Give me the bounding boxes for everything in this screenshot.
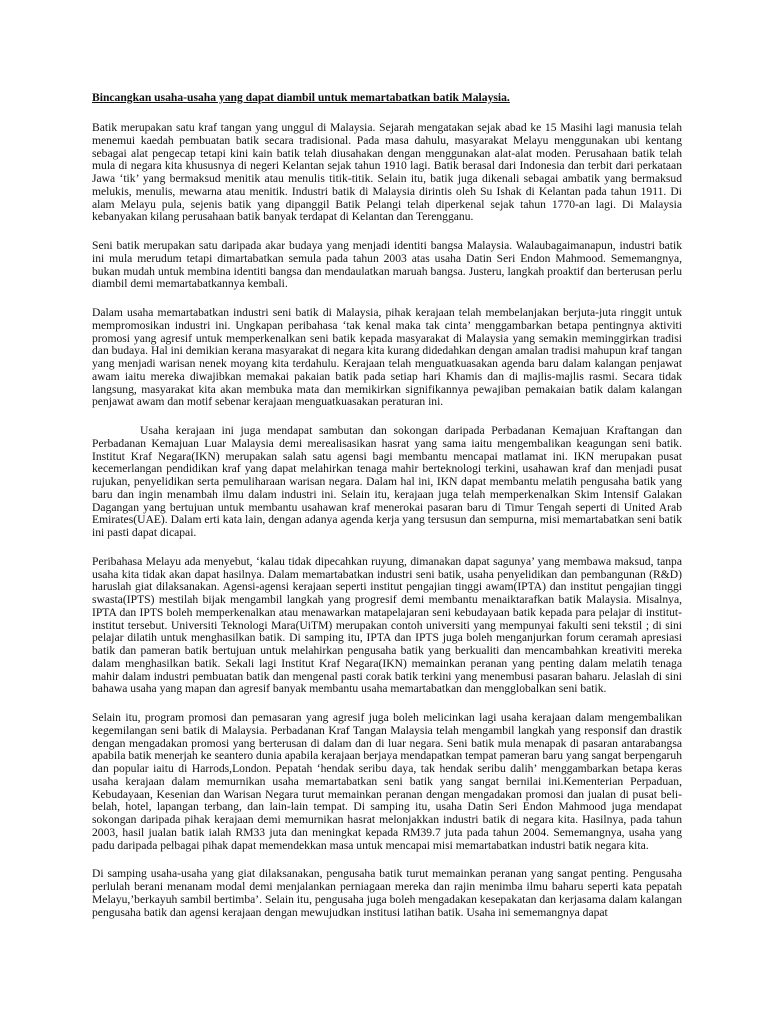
paragraph-6: Selain itu, program promosi dan pemasaran yang agresif juga boleh melicinkan lagi usaha kerajaan dalam mengembalikan kegemilangan seni batik di Malaysia. Perbadanan Kraf Tangan Malaysia telah mengambil langkah yang responsif dan drastik dengan mengadakan promosi yang berterusan di dalam dan di luar negara. Seni batik mula menapak di pasaran antarabangsa apabila batik menerjah ke seantero dunia apabila kerajaan berjaya mendapatkan tempat pameran baru yang sangat berpengaruh dan popular iaitu di Harrods,London. Pepatah ‘hendak seribu daya, tak hendak seribu dalih’ menggambarkan betapa keras usaha kerajaan dalam memurnikan usaha memartabatkan seni batik yang sangat bernilai ini.Kementerian Perpaduan, Kebudayaan, Kesenian dan Warisan Negara turut memainkan peranan dengan mengadakan promosi dan jualan di pusat beli-belah, hotel, lapangan terbang, dan lain-lain tempat. Di samping itu, usaha Datin Seri Endon Mahmood juga mendapat sokongan daripada pihak kerajaan demi memurnikan hasrat melonjakkan industri batik di negara kita. Hasilnya, pada tahun 2003, hasil jualan batik ialah RM33 juta dan meningkat kepada RM39.7 juta pada tahun 2004. Sememangnya, usaha yang padu daripada pelbagai pihak dapat memendekkan masa untuk mencapai misi memartabatkan industri batik negara kita. <box>92 711 682 852</box>
paragraph-7: Di samping usaha-usaha yang giat dilaksanakan, pengusaha batik turut memainkan peranan yang sangat penting. Pengusaha perlulah berani menanam modal demi menjalankan perniagaan mereka dan rajin menimba ilmu baharu seperti kata pepatah Melayu,’berkayuh sambil bertimba’. Selain itu, pengusaha juga boleh mengadakan kesepakatan dan kerjasama dalam kalangan pengusaha batik dan agensi kerajaan dengan mewujudkan institusi latihan batik. Usaha ini sememangnya dapat <box>92 867 682 919</box>
paragraph-2: Seni batik merupakan satu daripada akar budaya yang menjadi identiti bangsa Malaysia. Walaubagaimanapun, industri batik ini mula merudum tetapi dimartabatkan semula pada tahun 2003 atas usaha Datin Seri Endon Mahmood. Sememangnya, bukan mudah untuk membina identiti bangsa dan mendaulatkan maruah bangsa. Justeru, langkah proaktif dan berterusan perlu diambil demi memartabatkannya kembali. <box>92 239 682 291</box>
paragraph-1: Batik merupakan satu kraf tangan yang unggul di Malaysia. Sejarah mengatakan sejak abad ke 15 Masihi lagi manusia telah menemui kaedah pembuatan batik secara tradisional. Pada masa dahulu, masyarakat Melayu menggunakan ubi kentang sebagai alat pengecap tetapi kini kain batik telah diusahakan dengan menggunakan alat-alat moden. Perusahaan batik telah mula di negara kita khususnya di negeri Kelantan sejak tahun 1910 lagi. Batik berasal dari Indonesia dan terbit dari perkataan Jawa ‘tik’ yang bermaksud menitik atau menulis titik-titik. Selain itu, batik juga dikenali sebagai ambatik yang bermaksud melukis, menulis, mewarna atau menitik. Industri batik di Malaysia dirintis oleh Su Ishak di Kelantan pada tahun 1911. Di alam Melayu pula, sejenis batik yang dipanggil Batik Pelangi telah diperkenal sejak tahun 1770-an lagi. Di Malaysia kebanyakan kilang perusahaan batik banyak terdapat di Kelantan dan Terengganu. <box>92 121 682 224</box>
essay-title: Bincangkan usaha-usaha yang dapat diambil untuk memartabatkan batik Malaysia. <box>92 91 510 104</box>
paragraph-3: Dalam usaha memartabatkan industri seni batik di Malaysia, pihak kerajaan telah membelanjakan berjuta-juta ringgit untuk mempromosikan industri ini. Ungkapan peribahasa ‘tak kenal maka tak cinta’ menggambarkan betapa pentingnya aktiviti promosi yang agresif untuk memperkenalkan seni batik kepada masyarakat di Malaysia yang semakin meminggirkan tradisi dan budaya. Hal ini demikian kerana masyarakat di negara kita kurang didedahkan dengan amalan tradisi mahupun kraf tangan yang menjadi warisan nenek moyang kita terdahulu. Kerajaan telah menguatkuasakan agenda baru dalam kalangan penjawat awam iaitu mereka diwajibkan memakai pakaian batik pada setiap hari Khamis dan di majlis-majlis rasmi. Secara tidak langsung, masyarakat kita akan membuka mata dan memikirkan signifikannya pewajiban pemakaian batik dalam kalangan penjawat awam dan motif sebenar kerajaan menguatkuasakan peraturan ini. <box>92 306 682 409</box>
paragraph-4: Usaha kerajaan ini juga mendapat sambutan dan sokongan daripada Perbadanan Kemajuan Kraftangan dan Perbadanan Kemajuan Luar Malaysia demi merealisasikan hasrat yang sama iaitu mengembalikan keagungan seni batik. Institut Kraf Negara(IKN) merupakan salah satu agensi bagi membantu mencapai matlamat ini. IKN merupakan pusat kecemerlangan pendidikan kraf yang dapat melahirkan tenaga mahir berteknologi terkini, usahawan kraf dan menjadi pusat rujukan, penyelidikan serta pemuliharaan warisan negara. Dalam hal ini, IKN dapat membantu melatih pengusaha batik yang baru dan ingin menambah ilmu dalam industri ini. Selain itu, kerajaan juga telah memperkenalkan Skim Intensif Galakan Dagangan yang bertujuan untuk membantu usahawan kraf menerokai pasaran baru di Timur Tengah seperti di United Arab Emirates(UAE). Dalam erti kata lain, dengan adanya agenda kerja yang tersusun dan sempurna, misi memartabatkan seni batik ini pasti dapat dicapai. <box>92 424 682 539</box>
paragraph-5: Peribahasa Melayu ada menyebut, ‘kalau tidak dipecahkan ruyung, dimanakan dapat sagunya’ yang membawa maksud, tanpa usaha kita tidak akan dapat hasilnya. Dalam memartabatkan industri seni batik, usaha penyelidikan dan pembangunan (R&D) haruslah giat dilaksanakan. Agensi-agensi kerajaan seperti institut pengajian tinggi awam(IPTA) dan institut pengajian tinggi swasta(IPTS) mestilah bijak mengambil langkah yang progresif demi membantu menaiktarafkan batik Malaysia. Misalnya, IPTA dan IPTS boleh memperkenalkan atau menawarkan matapelajaran seni kebudayaan batik kepada para pelajar di institut-institut tersebut. Universiti Teknologi Mara(UiTM) merupakan contoh universiti yang mempunyai fakulti seni tekstil ; di sini pelajar dilatih untuk menghasilkan batik. Di samping itu, IPTA dan IPTS juga boleh menganjurkan forum ceramah apresiasi batik dan pameran batik bertujuan untuk melahirkan pengusaha batik yang berkualiti dan mencambahkan kreativiti mereka dalam menghasilkan batik. Sekali lagi Institut Kraf Negara(IKN) memainkan peranan yang penting dalam melatih tenaga mahir dalam industri pembuatan batik dan mengenal pasti corak batik terkini yang menembusi pasaran baharu. Jelaslah di sini bahawa usaha yang mapan dan agresif banyak membantu usaha memartabatkan dan mengglobalkan seni batik. <box>92 554 682 696</box>
